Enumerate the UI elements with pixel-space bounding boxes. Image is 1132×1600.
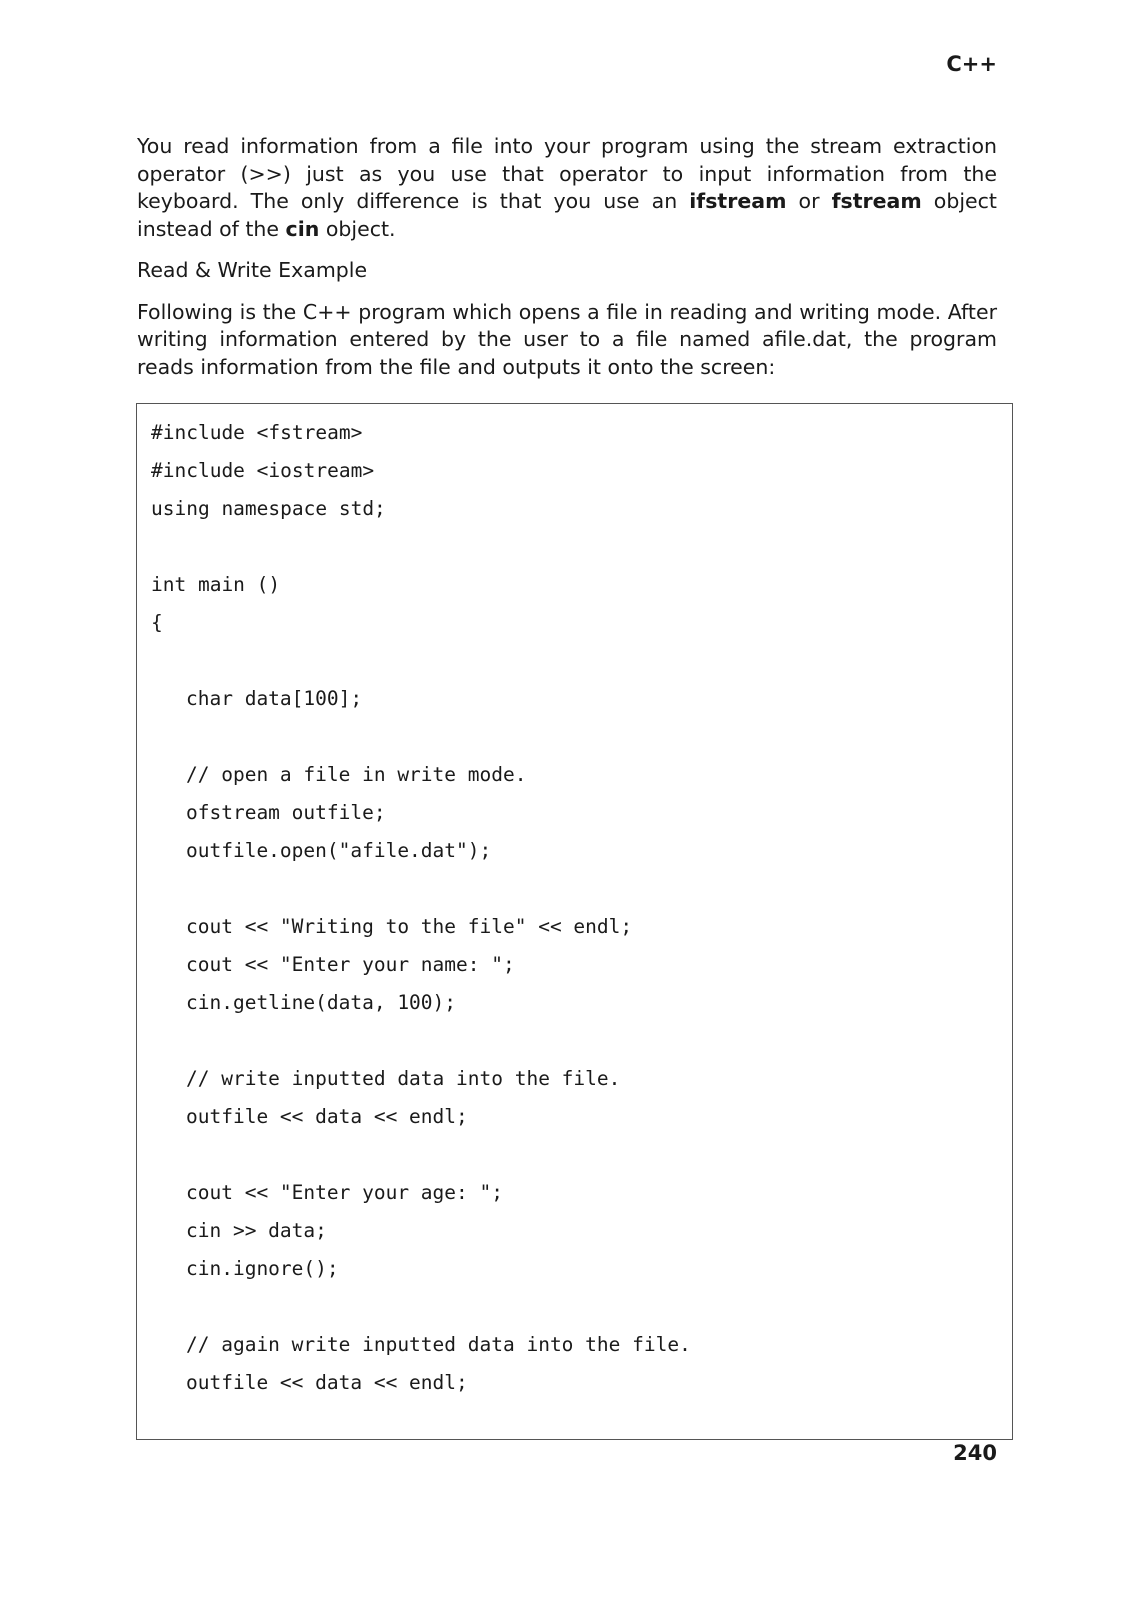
p1-text-4: object. <box>319 216 396 241</box>
p1-text-1: You read information from a file into your program using the stream extraction operator (>>) just as you use that operator to input information from the keyboard. The only difference is that you use an <box>137 134 997 213</box>
code-line-blank <box>151 1022 1012 1060</box>
code-line: ofstream outfile; <box>186 801 386 824</box>
code-line: using namespace std; <box>151 497 386 520</box>
code-line-blank <box>151 642 1012 680</box>
section-heading-read-write: Read & Write Example <box>137 258 368 282</box>
code-line: char data[100]; <box>186 687 363 710</box>
code-line: outfile << data << endl; <box>186 1105 468 1128</box>
code-line: { <box>151 611 163 634</box>
code-line: cout << "Enter your age: "; <box>186 1181 503 1204</box>
code-block <box>136 403 1013 1440</box>
code-line-blank <box>151 1288 1012 1326</box>
p1-bold-fstream: fstream <box>831 189 922 213</box>
code-line-blank <box>151 528 1012 566</box>
code-line: cout << "Enter your name: "; <box>186 953 515 976</box>
code-comment-line: // open a file in write mode. <box>186 763 527 786</box>
p1-text-2: or <box>786 189 832 213</box>
page-header-title: C++ <box>946 52 997 76</box>
code-line: cin >> data; <box>186 1219 327 1242</box>
code-line: cout << "Writing to the file" << endl; <box>186 915 633 938</box>
code-line: #include <iostream> <box>151 459 375 482</box>
page-number: 240 <box>953 1441 997 1465</box>
code-line: cin.getline(data, 100); <box>186 991 457 1014</box>
paragraph-program-intro: Following is the C++ program which opens a file in reading and writing mode. After writing information entered by the user to a file named afile.dat, the program reads information from the file and outputs it onto the screen: <box>137 299 997 379</box>
p1-bold-ifstream: ifstream <box>689 189 787 213</box>
code-line: outfile << data << endl; <box>186 1371 468 1394</box>
code-line: int main () <box>151 573 281 596</box>
code-comment-line: // again write inputted data into the file. <box>186 1333 691 1356</box>
code-line-blank <box>151 718 1012 756</box>
p1-bold-cin: cin <box>285 216 320 241</box>
code-line: cin.ignore(); <box>186 1257 339 1280</box>
code-line: #include <fstream> <box>151 421 363 444</box>
code-line-blank <box>151 870 1012 908</box>
body-text <box>137 133 997 381</box>
code-line: outfile.open("afile.dat"); <box>186 839 492 862</box>
paragraph-stream-extraction <box>137 133 997 243</box>
p1-text-3: object instead of the <box>137 189 997 241</box>
code-line-blank <box>151 1136 1012 1174</box>
code-comment-line: // write inputted data into the file. <box>186 1067 621 1090</box>
